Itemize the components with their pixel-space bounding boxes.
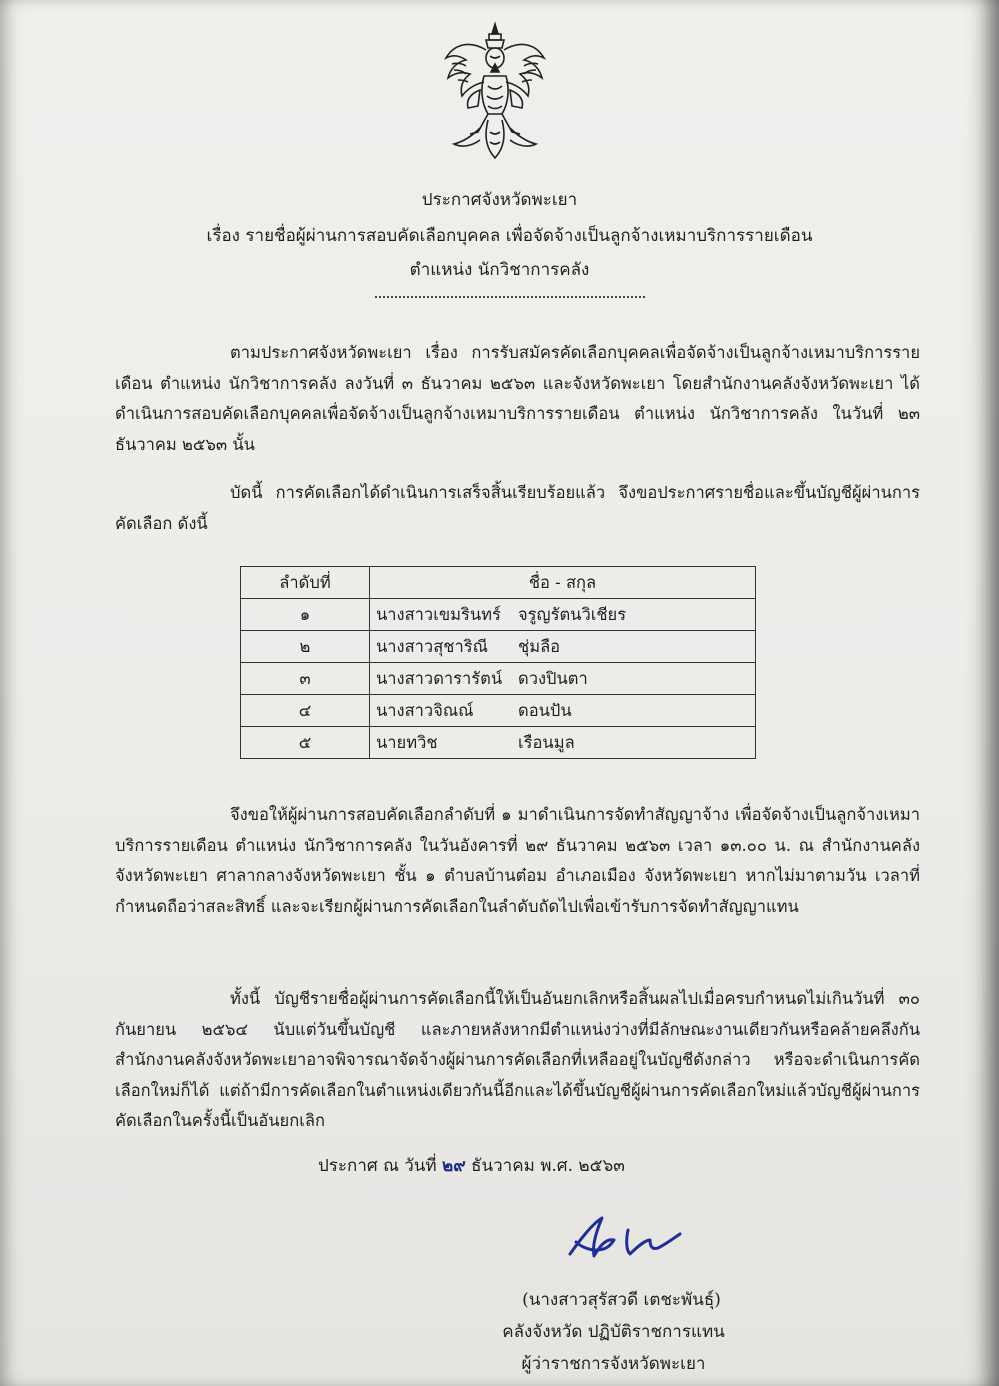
announcement-position: ตำแหน่ง นักวิชาการคลัง bbox=[409, 260, 590, 280]
last-name: เรือนมูล bbox=[518, 732, 575, 752]
paragraph-3-text: จึงขอให้ผู้ผ่านการสอบคัดเลือกลำดับที่ ๑ มาดำเนินการจัดทำสัญญาจ้าง เพื่อจัดจ้างเป็นลูกจ้างเหมาบริการรายเดือน ตำแหน่ง นักวิชาการคลัง ในวันอังคารที่ ๒๙ ธันวาคม ๒๕๖๓ เวลา ๑๓.๐๐ น. ณ สำนักงานคลังจังหวัดพะเยา ศาลากลางจังหวัดพะเยา ชั้น ๑ ตำบลบ้านต๋อม อำเภอเมือง จังหวัดพะเยา หากไม่มาตามวัน เวลาที่กำหนดถือว่าสละสิทธิ์ และจะเรียกผู้ผ่านการคัดเลือกในลำดับถัดไปเพื่อเข้ารับการจัดทำสัญญาแทน bbox=[115, 805, 920, 916]
name-cell bbox=[370, 695, 756, 727]
paragraph-2-text: บัดนี้ การคัดเลือกได้ดำเนินการเสร็จสิ้นเรียบร้อยแล้ว จึงขอประกาศรายชื่อและขึ้นบัญชีผู้ผ่านการคัดเลือก ดังนี้ bbox=[115, 483, 920, 533]
paragraph-4 bbox=[115, 984, 920, 1137]
signer-office: ผู้ว่าราชการจังหวัดพะเยา bbox=[521, 1354, 706, 1374]
dotted-divider bbox=[375, 292, 645, 298]
date-day: ๒๙ bbox=[442, 1156, 466, 1176]
last-name: ชุ่มลือ bbox=[518, 636, 561, 656]
column-header-name: ชื่อ - สกุล bbox=[370, 567, 756, 599]
paragraph-1 bbox=[115, 338, 920, 460]
passed-candidates-table bbox=[240, 566, 756, 759]
name-cell bbox=[370, 599, 756, 631]
table-row bbox=[241, 727, 756, 759]
order-cell: ๔ bbox=[241, 695, 370, 727]
handwritten-signature-icon bbox=[566, 1210, 686, 1270]
order-cell: ๒ bbox=[241, 631, 370, 663]
order-cell: ๕ bbox=[241, 727, 370, 759]
announcement-title: ประกาศจังหวัดพะเยา bbox=[421, 190, 578, 210]
signer-name: (นางสาวสุรัสวดี เตชะพันธุ์) bbox=[522, 1290, 721, 1310]
garuda-emblem-icon bbox=[440, 20, 550, 162]
table-row bbox=[241, 599, 756, 631]
table-row bbox=[241, 663, 756, 695]
table-header-row bbox=[241, 567, 756, 599]
column-header-order: ลำดับที่ bbox=[241, 567, 370, 599]
date-suffix: ธันวาคม พ.ศ. ๒๕๖๓ bbox=[471, 1156, 625, 1176]
last-name: ดอนปัน bbox=[518, 700, 572, 720]
name-cell bbox=[370, 663, 756, 695]
first-name: นางสาวสุชาริณี bbox=[376, 636, 488, 656]
last-name: ดวงปินตา bbox=[518, 668, 588, 688]
name-cell bbox=[370, 727, 756, 759]
order-cell: ๑ bbox=[241, 599, 370, 631]
signer-title: คลังจังหวัด ปฏิบัติราชการแทน bbox=[502, 1322, 725, 1342]
paragraph-2 bbox=[115, 478, 920, 539]
paragraph-1-text: ตามประกาศจังหวัดพะเยา เรื่อง การรับสมัครคัดเลือกบุคคลเพื่อจัดจ้างเป็นลูกจ้างเหมาบริการรายเดือน ตำแหน่ง นักวิชาการคลัง ลงวันที่ ๓ ธันวาคม ๒๕๖๓ และจังหวัดพะเยา โดยสำนักงานคลังจังหวัดพะเยา ได้ดำเนินการสอบคัดเลือกบุคคลเพื่อจัดจ้างเป็นลูกจ้างเหมาบริการรายเดือน ตำแหน่ง นักวิชาการคลัง ในวันที่ ๒๓ ธันวาคม ๒๕๖๓ นั้น bbox=[115, 343, 920, 454]
table-row bbox=[241, 695, 756, 727]
paragraph-3 bbox=[115, 800, 920, 922]
last-name: จรูญรัตนวิเชียร bbox=[518, 604, 627, 624]
date-prefix: ประกาศ ณ วันที่ bbox=[318, 1156, 437, 1176]
order-cell: ๓ bbox=[241, 663, 370, 695]
first-name: นางสาวจิณณ์ bbox=[376, 700, 474, 720]
paragraph-4-text: ทั้งนี้ บัญชีรายชื่อผู้ผ่านการคัดเลือกนี้ให้เป็นอันยกเลิกหรือสิ้นผลไปเมื่อครบกำหนดไม่เกินวันที่ ๓๐ กันยายน ๒๕๖๔ นับแต่วันขึ้นบัญชี และภายหลังหากมีตำแหน่งว่างที่มีลักษณะงานเดียวกันหรือคล้ายคลึงกัน สำนักงานคลังจังหวัดพะเยาอาจพิจารณาจัดจ้างผู้ผ่านการคัดเลือกที่เหลืออยู่ในบัญชีดังกล่าว หรือจะดำเนินการคัดเลือกใหม่ก็ได้ แต่ถ้ามีการคัดเลือกในตำแหน่งเดียวกันนี้อีกและได้ขึ้นบัญชีผู้ผ่านการคัดเลือกใหม่แล้วบัญชีผู้ผ่านการคัดเลือกในครั้งนี้เป็นอันยกเลิก bbox=[115, 989, 920, 1130]
name-cell bbox=[370, 631, 756, 663]
table-row bbox=[241, 631, 756, 663]
first-name: นายทวิช bbox=[376, 732, 438, 752]
first-name: นางสาวดารารัตน์ bbox=[376, 668, 503, 688]
first-name: นางสาวเขมรินทร์ bbox=[376, 604, 501, 624]
announcement-subject: เรื่อง รายชื่อผู้ผ่านการสอบคัดเลือกบุคคล เพื่อจัดจ้างเป็นลูกจ้างเหมาบริการรายเดือน bbox=[206, 226, 813, 246]
announcement-date bbox=[318, 1152, 625, 1179]
